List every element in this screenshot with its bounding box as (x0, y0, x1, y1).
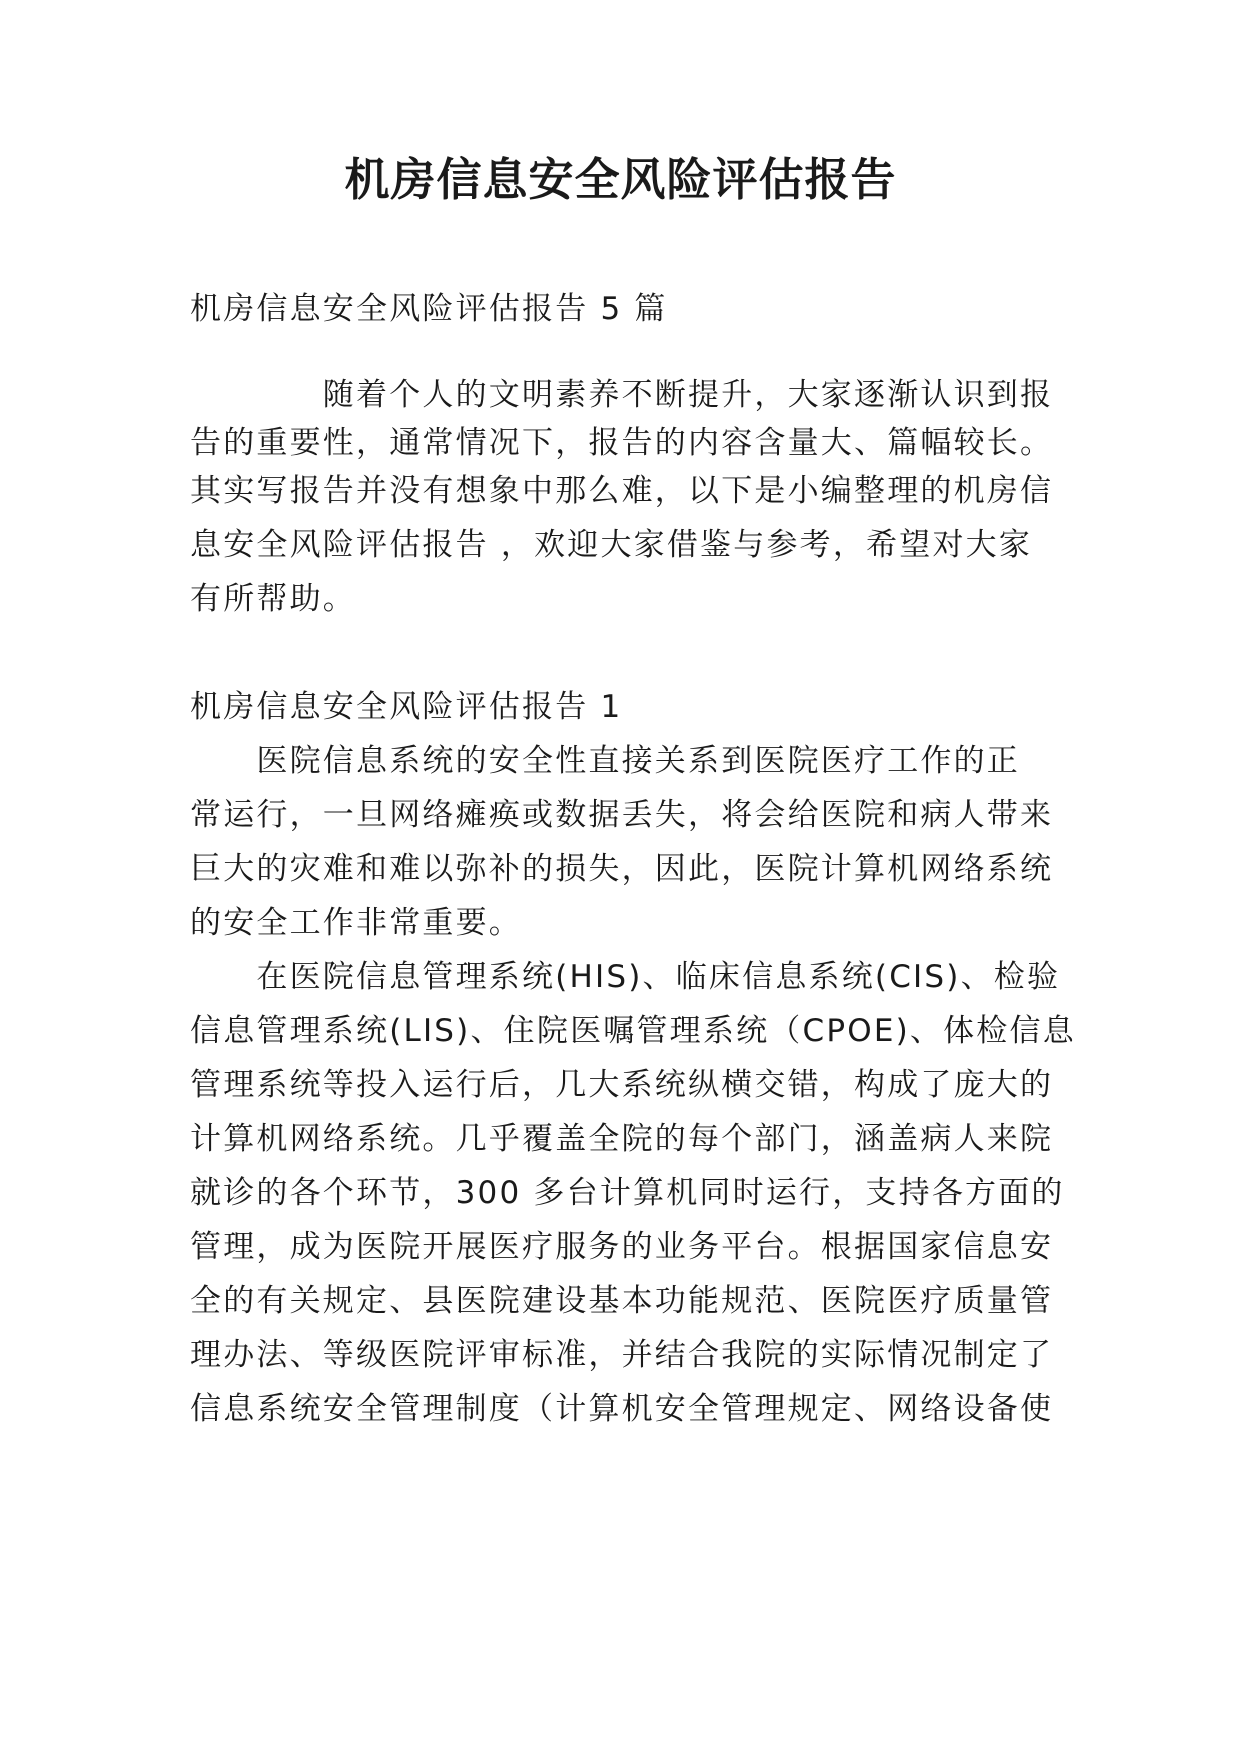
text-line: 信息管理系统(LIS)、住院医嘱管理系统（CPOE)、体检信息 (190, 1013, 1076, 1049)
text-line: 医院信息系统的安全性直接关系到医院医疗工作的正 (190, 743, 1020, 779)
text-line: 有所帮助。 (190, 581, 356, 617)
text-line: 管理，成为医院开展医疗服务的业务平台。根据国家信息安 (190, 1229, 1054, 1265)
document-subtitle: 机房信息安全风险评估报告 5 篇 (190, 291, 668, 327)
text-line: 信息系统安全管理制度（计算机安全管理规定、网络设备使 (190, 1391, 1054, 1427)
text-line: 理办法、等级医院评审标准，并结合我院的实际情况制定了 (190, 1337, 1054, 1373)
text-line: 就诊的各个环节，300 多台计算机同时运行，支持各方面的 (190, 1175, 1065, 1211)
text-line: 巨大的灾难和难以弥补的损失，因此，医院计算机网络系统 (190, 851, 1054, 887)
text-line: 计算机网络系统。几乎覆盖全院的每个部门，涵盖病人来院 (190, 1121, 1054, 1157)
text-line: 的安全工作非常重要。 (190, 905, 522, 941)
text-line: 随着个人的文明素养不断提升，大家逐渐认识到报 (190, 377, 1054, 413)
section-heading: 机房信息安全风险评估报告 1 (190, 689, 623, 725)
text-line: 在医院信息管理系统(HIS)、临床信息系统(CIS)、检验 (190, 959, 1061, 995)
text-line: 管理系统等投入运行后，几大系统纵横交错，构成了庞大的 (190, 1067, 1054, 1103)
text-line: 全的有关规定、县医院建设基本功能规范、医院医疗质量管 (190, 1283, 1054, 1319)
text-line: 告的重要性，通常情况下，报告的内容含量大、篇幅较长。 (190, 425, 1054, 461)
document-title: 机房信息安全风险评估报告 (344, 153, 897, 206)
text-line: 其实写报告并没有想象中那么难，以下是小编整理的机房信 (190, 473, 1054, 509)
text-line: 常运行，一旦网络瘫痪或数据丢失，将会给医院和病人带来 (190, 797, 1054, 833)
text-line: 息安全风险评估报告 ，欢迎大家借鉴与参考，希望对大家 (190, 527, 1033, 563)
